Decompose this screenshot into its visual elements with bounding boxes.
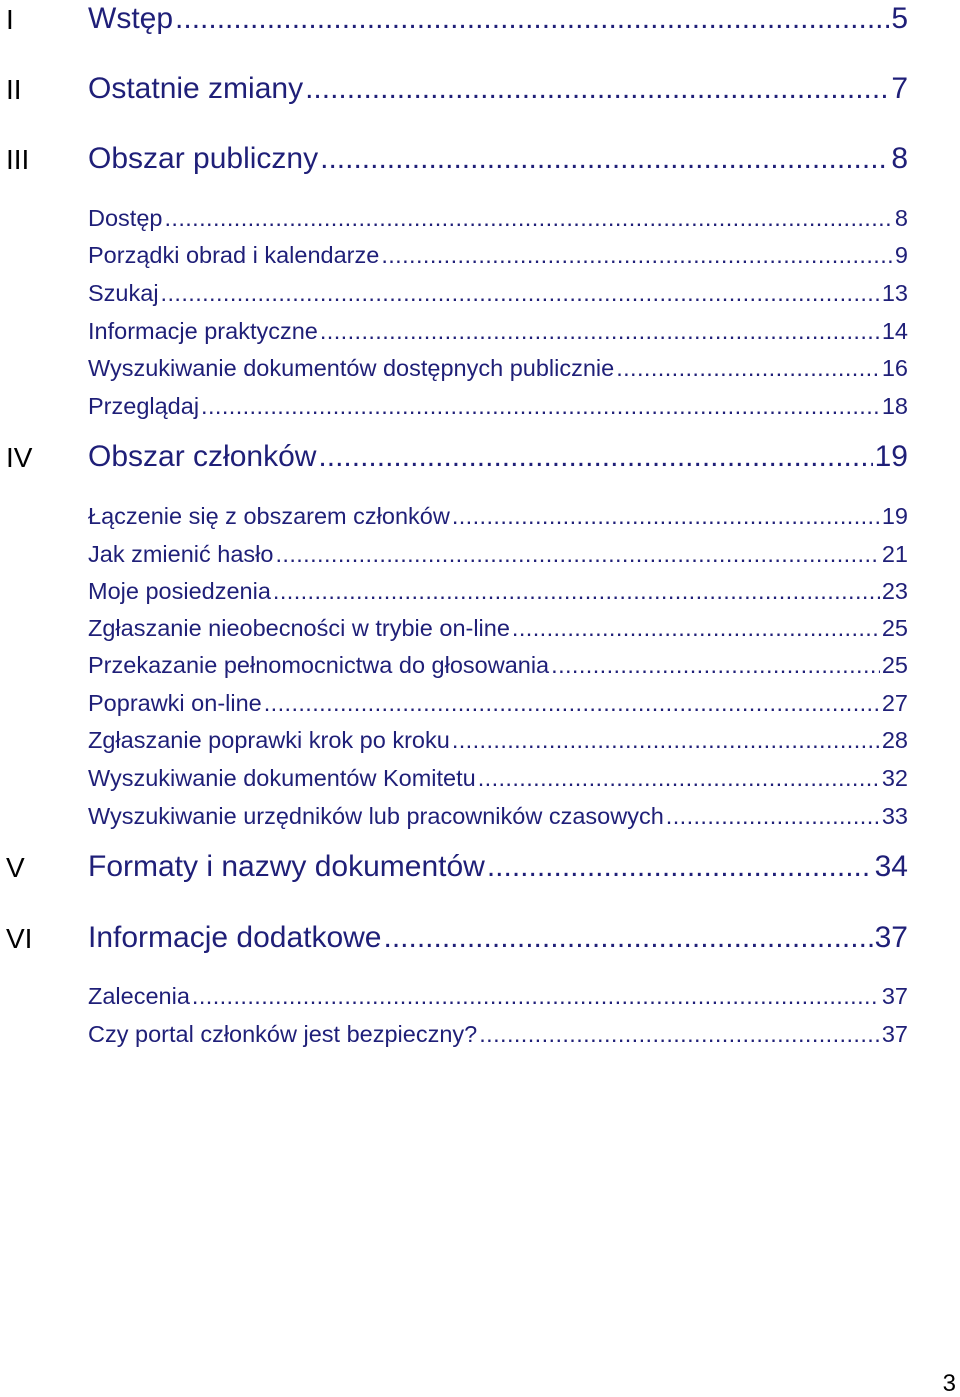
toc-subsection-link[interactable] [88, 502, 908, 529]
toc-page-number: 37 [874, 921, 908, 954]
dot-leader [487, 852, 873, 882]
dot-leader [452, 729, 880, 753]
toc-entry-title: Poprawki on-line [88, 689, 262, 716]
toc-page-number: 28 [881, 726, 908, 753]
toc-row [0, 432, 960, 472]
dot-leader [384, 923, 873, 953]
toc-page-number: 8 [891, 142, 908, 175]
dot-leader [201, 395, 880, 419]
toc-subsection-link[interactable] [88, 982, 908, 1009]
toc-page-number: 27 [881, 689, 908, 716]
toc-row [0, 227, 960, 267]
toc-entry-title: Przekazanie pełnomocnictwa do głosowania [88, 651, 550, 678]
dot-leader [478, 767, 880, 791]
toc-section-link[interactable] [88, 74, 908, 104]
toc-entry-title: Przeglądaj [88, 392, 200, 419]
toc-entry-title: Wstęp [88, 2, 174, 35]
toc-page-number: 16 [881, 354, 908, 381]
dot-leader [320, 144, 889, 174]
toc-row [0, 842, 960, 882]
dot-leader [479, 1023, 880, 1047]
toc-page-number: 37 [881, 982, 908, 1009]
dot-leader [616, 357, 880, 381]
toc-entry-title: Jak zmienić hasło [88, 540, 274, 567]
toc-row [0, 64, 960, 104]
dot-leader [192, 985, 880, 1009]
toc-entry-title: Zalecenia [88, 982, 190, 1009]
toc-entry-title: Wyszukiwanie urzędników lub pracowników czasowych [88, 802, 664, 829]
toc-row [0, 378, 960, 418]
toc-row [0, 303, 960, 343]
toc-section-link[interactable] [88, 4, 908, 34]
toc-page-number: 34 [874, 850, 908, 883]
toc-subsection-link[interactable] [88, 651, 908, 678]
dot-leader [551, 654, 880, 678]
section-numeral: VI [6, 923, 33, 954]
toc-page-number: 19 [874, 440, 908, 473]
section-numeral: II [6, 74, 22, 105]
toc-page-number: 14 [881, 317, 908, 344]
toc-page-number: 18 [881, 392, 908, 419]
toc-row [0, 526, 960, 566]
dot-leader [305, 74, 889, 104]
toc-page-number: 7 [891, 72, 908, 105]
toc-section-link[interactable] [88, 442, 908, 472]
toc-row [0, 788, 960, 828]
toc-page-number: 25 [881, 614, 908, 641]
toc-entry-title: Formaty i nazwy dokumentów [88, 850, 485, 883]
toc-page-number: 21 [881, 540, 908, 567]
toc-entry-title: Porządki obrad i kalendarze [88, 241, 380, 268]
toc-page-number: 9 [894, 241, 908, 268]
toc-section-link[interactable] [88, 923, 908, 953]
dot-leader [318, 442, 872, 472]
toc-page-number: 25 [881, 651, 908, 678]
dot-leader [666, 805, 880, 829]
section-numeral: I [6, 4, 14, 35]
toc-row [0, 637, 960, 677]
toc-row [0, 488, 960, 528]
toc-subsection-link[interactable] [88, 279, 908, 306]
toc-entry-title: Szukaj [88, 279, 159, 306]
dot-leader [452, 505, 880, 529]
toc-subsection-link[interactable] [88, 764, 908, 791]
toc-row [0, 1006, 960, 1046]
toc-entry-title: Zgłaszanie poprawki krok po kroku [88, 726, 450, 753]
toc-entry-title: Łączenie się z obszarem członków [88, 502, 450, 529]
section-numeral: V [6, 852, 25, 883]
toc-section-link[interactable] [88, 144, 908, 174]
toc-entry-title: Zgłaszanie nieobecności w trybie on-line [88, 614, 510, 641]
toc-subsection-link[interactable] [88, 726, 908, 753]
toc-page-number: 5 [891, 2, 908, 35]
dot-leader [175, 4, 889, 34]
toc-row [0, 600, 960, 640]
toc-entry-title: Informacje dodatkowe [88, 921, 382, 954]
dot-leader [161, 282, 880, 306]
toc-row [0, 750, 960, 790]
toc-page-number: 32 [881, 764, 908, 791]
toc-subsection-link[interactable] [88, 1020, 908, 1047]
toc-entry-title: Wyszukiwanie dokumentów dostępnych publicznie [88, 354, 615, 381]
toc-entry-title: Dostęp [88, 204, 163, 231]
toc-page-number: 13 [881, 279, 908, 306]
toc-section-link[interactable] [88, 852, 908, 882]
toc-row [0, 968, 960, 1008]
toc-page-number: 19 [881, 502, 908, 529]
toc-row [0, 340, 960, 380]
dot-leader [381, 244, 893, 268]
toc-entry-title: Obszar publiczny [88, 142, 319, 175]
page-number: 3 [942, 1370, 956, 1397]
toc-subsection-link[interactable] [88, 392, 908, 419]
toc-entry-title: Moje posiedzenia [88, 577, 271, 604]
toc-row [0, 712, 960, 752]
toc-page-number: 33 [881, 802, 908, 829]
section-numeral: III [6, 144, 30, 175]
toc-subsection-link[interactable] [88, 354, 908, 381]
toc-page-number: 37 [881, 1020, 908, 1047]
toc-row [0, 675, 960, 715]
toc-entry-title: Czy portal członków jest bezpieczny? [88, 1020, 478, 1047]
toc-row [0, 0, 960, 34]
toc-page-number: 23 [881, 577, 908, 604]
toc-page-number: 8 [894, 204, 908, 231]
toc-row [0, 913, 960, 953]
toc-row [0, 190, 960, 230]
toc-row [0, 563, 960, 603]
toc-entry-title: Informacje praktyczne [88, 317, 318, 344]
toc-entry-title: Wyszukiwanie dokumentów Komitetu [88, 764, 476, 791]
toc-entry-title: Ostatnie zmiany [88, 72, 304, 105]
toc-row [0, 265, 960, 305]
toc-subsection-link[interactable] [88, 241, 908, 268]
toc-entry-title: Obszar członków [88, 440, 317, 473]
section-numeral: IV [6, 442, 33, 473]
toc-row [0, 134, 960, 174]
toc-subsection-link[interactable] [88, 802, 908, 829]
